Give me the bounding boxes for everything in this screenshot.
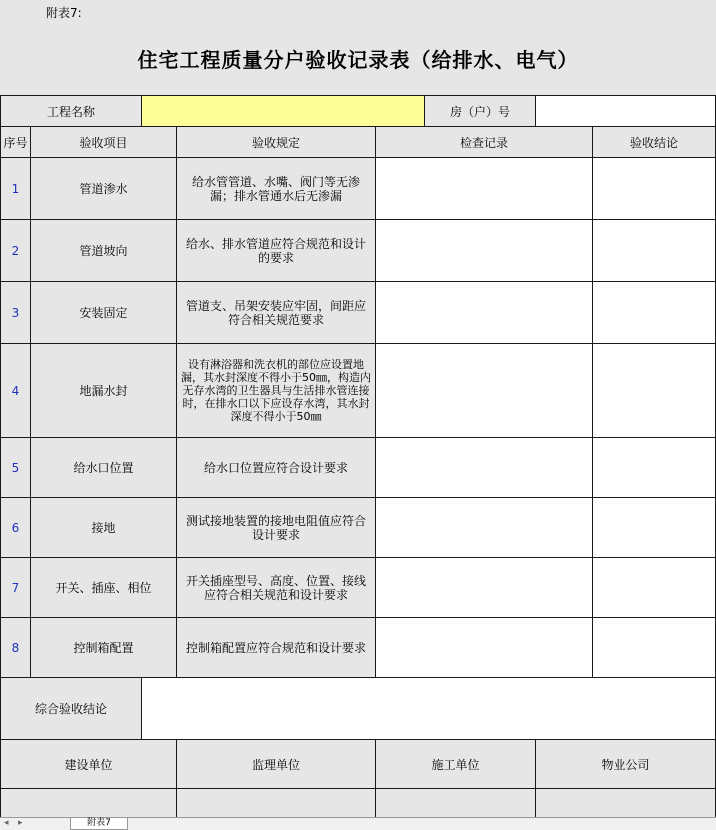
header-item: 验收项目 (31, 127, 177, 158)
signature-owner-field[interactable] (1, 789, 177, 817)
sheet-tab[interactable]: 附表7 (70, 818, 128, 830)
project-name-label: 工程名称 (1, 96, 142, 127)
row-record[interactable] (376, 282, 593, 344)
row-number: 4 (1, 344, 31, 438)
row-item: 给水口位置 (31, 438, 177, 498)
project-name-field[interactable] (142, 96, 425, 127)
row-record[interactable] (376, 438, 593, 498)
row-item: 地漏水封 (31, 344, 177, 438)
row-rule: 给水口位置应符合设计要求 (177, 438, 376, 498)
row-record[interactable] (376, 618, 593, 678)
room-field[interactable] (536, 96, 716, 127)
row-item: 管道坡向 (31, 220, 177, 282)
row-conclusion[interactable] (593, 438, 716, 498)
row-rule: 给水、排水管道应符合规范和设计的要求 (177, 220, 376, 282)
row-conclusion[interactable] (593, 158, 716, 220)
row-item: 开关、插座、相位 (31, 558, 177, 618)
row-record[interactable] (376, 344, 593, 438)
signature-supervisor-label: 监理单位 (177, 740, 376, 789)
row-record[interactable] (376, 220, 593, 282)
header-rule: 验收规定 (177, 127, 376, 158)
row-number: 3 (1, 282, 31, 344)
row-rule: 管道支、吊架安装应牢固，间距应符合相关规范要求 (177, 282, 376, 344)
signature-property-field[interactable] (536, 789, 716, 817)
row-conclusion[interactable] (593, 618, 716, 678)
room-label: 房（户）号 (425, 96, 536, 127)
row-number: 8 (1, 618, 31, 678)
row-item: 安装固定 (31, 282, 177, 344)
overall-conclusion-label: 综合验收结论 (1, 678, 142, 740)
row-conclusion[interactable] (593, 282, 716, 344)
signature-supervisor-field[interactable] (177, 789, 376, 817)
page-title: 住宅工程质量分户验收记录表（给排水、电气） (137, 48, 579, 72)
signature-contractor-field[interactable] (376, 789, 536, 817)
header-seq: 序号 (1, 127, 31, 158)
row-rule: 设有淋浴器和洗衣机的部位应设置地漏，其水封深度不得小于50㎜，构造内无存水湾的卫生器具与生活排水管连接时，在排水口以下应设存水湾，其水封深度不得小于50㎜ (177, 344, 376, 438)
row-record[interactable] (376, 498, 593, 558)
header-record: 检查记录 (376, 127, 593, 158)
row-item: 控制箱配置 (31, 618, 177, 678)
row-conclusion[interactable] (593, 220, 716, 282)
row-number: 6 (1, 498, 31, 558)
row-number: 1 (1, 158, 31, 220)
row-conclusion[interactable] (593, 558, 716, 618)
row-item: 接地 (31, 498, 177, 558)
row-record[interactable] (376, 158, 593, 220)
overall-conclusion-field[interactable] (142, 678, 716, 740)
sheet-tab-bar (0, 817, 716, 830)
sheet-nav-icon[interactable]: ▸ (18, 818, 23, 828)
row-rule: 给水管管道、水嘴、阀门等无渗漏；排水管通水后无渗漏 (177, 158, 376, 220)
sheet-nav-icon[interactable]: ◂ (4, 818, 9, 828)
row-rule: 测试接地装置的接地电阻值应符合设计要求 (177, 498, 376, 558)
row-item: 管道渗水 (31, 158, 177, 220)
row-number: 7 (1, 558, 31, 618)
row-record[interactable] (376, 558, 593, 618)
row-conclusion[interactable] (593, 498, 716, 558)
row-conclusion[interactable] (593, 344, 716, 438)
signature-contractor-label: 施工单位 (376, 740, 536, 789)
row-number: 2 (1, 220, 31, 282)
appendix-label: 附表7: (46, 6, 82, 20)
signature-owner-label: 建设单位 (1, 740, 177, 789)
row-rule: 控制箱配置应符合规范和设计要求 (177, 618, 376, 678)
row-number: 5 (1, 438, 31, 498)
row-rule: 开关插座型号、高度、位置、接线应符合相关规范和设计要求 (177, 558, 376, 618)
signature-property-label: 物业公司 (536, 740, 716, 789)
header-conclusion: 验收结论 (593, 127, 716, 158)
